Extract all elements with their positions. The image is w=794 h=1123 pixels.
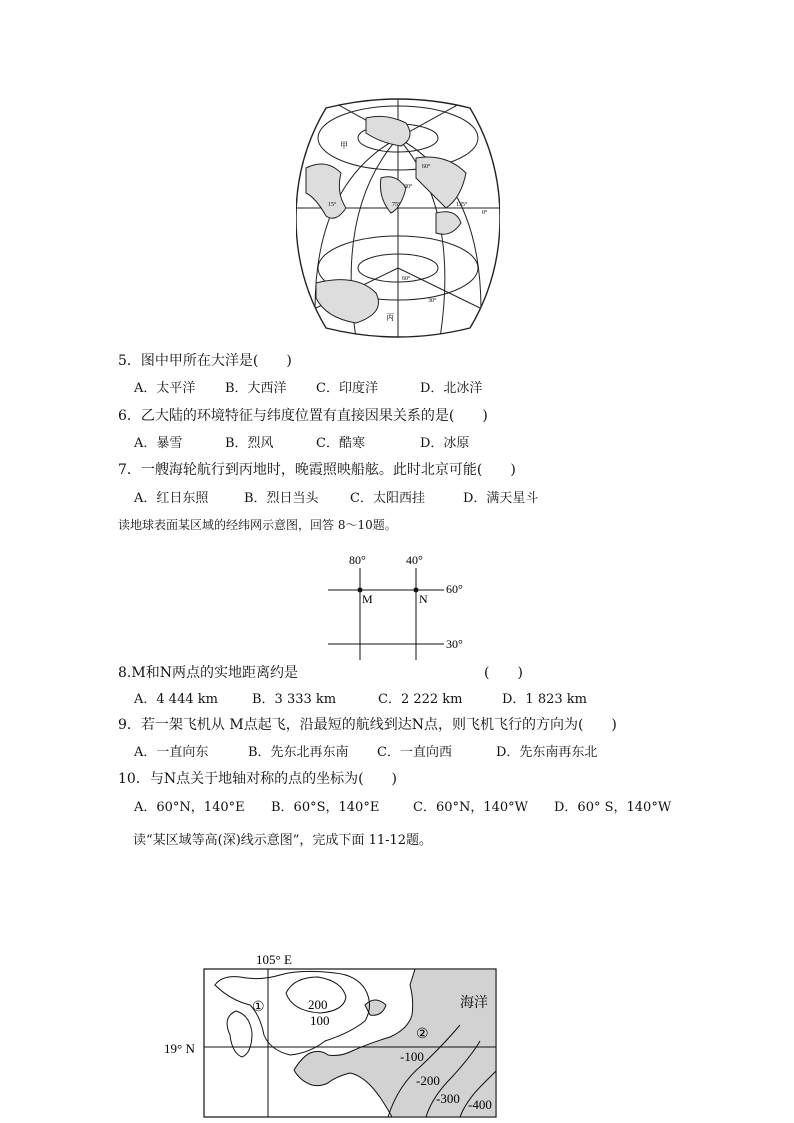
question-8-stem: 8.M和N两点的实地距离约是: [118, 665, 298, 681]
label-lon15: 15°: [328, 202, 337, 208]
contour-value-m300: -300: [436, 1091, 460, 1106]
contour-map-figure: [160, 945, 505, 1120]
grid-lon-left: 80°: [349, 553, 366, 567]
contour-lat-label: 19° N: [164, 1041, 195, 1056]
contour-lon-label: 105° E: [256, 952, 292, 967]
contour-point-1: ①: [252, 1000, 265, 1015]
grid-label-m: M: [362, 592, 373, 606]
question-8-bracket: ( ): [484, 665, 523, 681]
question-7-stem: 7．一艘海轮航行到丙地时，晚霞照映船舷。此时北京可能( ): [118, 462, 516, 478]
q10-option-b[interactable]: B．60°S，140°E: [271, 800, 380, 815]
q6-option-d[interactable]: D．冰原: [420, 436, 470, 451]
question-5-stem: 5．图中甲所在大洋是( ): [118, 353, 292, 369]
q7-option-a[interactable]: A．红日东照: [134, 491, 209, 506]
q8-option-d[interactable]: D．1 823 km: [502, 692, 587, 707]
grid-label-n: N: [419, 592, 428, 606]
q8-option-c[interactable]: C．2 222 km: [378, 692, 463, 707]
question-10-stem: 10．与N点关于地轴对称的点的坐标为( ): [118, 771, 397, 787]
q7-option-c[interactable]: C．太阳西挂: [350, 491, 425, 506]
contour-value-200: 200: [308, 997, 328, 1012]
q6-option-b[interactable]: B．烈风: [225, 436, 274, 451]
contour-sea-label: 海洋: [460, 996, 488, 1011]
grid-lat-top: 60°: [446, 582, 463, 596]
q8-option-a[interactable]: A．4 444 km: [134, 692, 218, 707]
q10-option-d[interactable]: D．60° S，140°W: [554, 800, 672, 815]
contour-value-m100: -100: [400, 1049, 424, 1064]
q7-option-d[interactable]: D．满天星斗: [463, 491, 539, 506]
question-6-stem: 6．乙大陆的环境特征与纬度位置有直接因果关系的是( ): [118, 408, 488, 424]
q6-option-a[interactable]: A．暴雪: [134, 436, 183, 451]
label-lat60: 60°: [422, 164, 431, 170]
contour-value-100: 100: [310, 1013, 330, 1028]
label-jia: 甲: [340, 141, 348, 150]
label-lon75: 75°: [392, 202, 401, 208]
q8-option-b[interactable]: B．3 333 km: [252, 692, 337, 707]
label-s30: 30°: [428, 298, 437, 304]
grid-lat-bottom: 30°: [446, 637, 463, 651]
grid-lon-right: 40°: [406, 553, 423, 567]
q5-option-b[interactable]: B．大西洋: [225, 381, 287, 396]
q10-option-a[interactable]: A．60°N，140°E: [134, 800, 245, 815]
intro-11-12: 读“某区域等高(深)线示意图”，完成下面 11-12题。: [133, 833, 433, 848]
q5-option-d[interactable]: D．北冰洋: [420, 381, 483, 396]
globe-figure: [296, 98, 500, 338]
contour-point-2: ②: [416, 1027, 429, 1042]
label-bing: 丙: [386, 313, 394, 322]
q10-option-c[interactable]: C．60°N，140°W: [413, 800, 529, 815]
q5-option-c[interactable]: C．印度洋: [316, 381, 378, 396]
contour-value-m400: -400: [468, 1097, 492, 1112]
intro-8-10: 读地球表面某区域的经纬网示意图，回答 8～10题。: [118, 518, 397, 532]
label-s60: 60°: [402, 276, 411, 282]
q9-option-a[interactable]: A．一直向东: [134, 745, 209, 760]
q9-option-d[interactable]: D．先东南再东北: [496, 745, 598, 760]
label-lat30: 30°: [404, 184, 413, 190]
q6-option-c[interactable]: C．酷寒: [316, 436, 365, 451]
latlon-grid-figure: [320, 550, 480, 662]
q5-option-a[interactable]: A．太平洋: [134, 381, 196, 396]
q9-option-b[interactable]: B．先东北再东南: [248, 745, 349, 760]
label-zero: 0°: [482, 210, 488, 216]
question-9-stem: 9．若一架飞机从 M点起飞，沿最短的航线到达N点，则飞机飞行的方向为( ): [118, 717, 617, 733]
q7-option-b[interactable]: B．烈日当头: [244, 491, 319, 506]
label-lon135: 135°: [456, 202, 468, 208]
q9-option-c[interactable]: C．一直向西: [377, 745, 452, 760]
contour-value-m200: -200: [416, 1073, 440, 1088]
point-n: [414, 588, 419, 593]
